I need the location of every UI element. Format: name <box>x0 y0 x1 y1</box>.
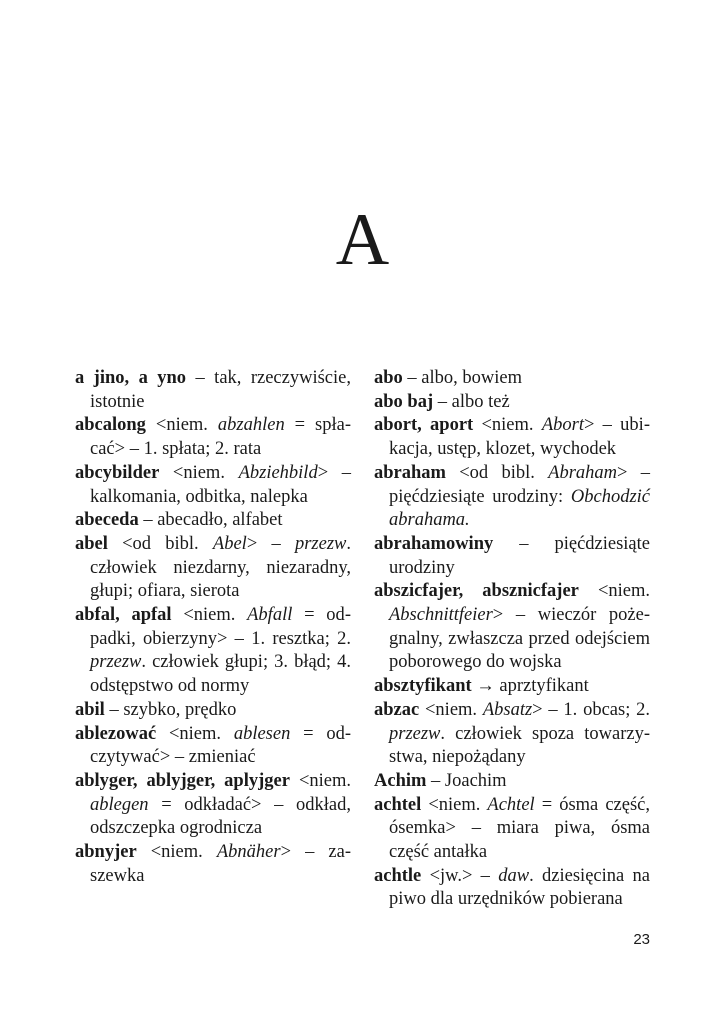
entry-text: <niem. <box>156 723 234 744</box>
dictionary-entry <box>75 770 351 841</box>
dictionary-entry <box>374 414 650 461</box>
dictionary-entry <box>374 367 650 391</box>
page-number: 23 <box>633 931 650 948</box>
entry-text: > – kalkomania, odbitka, nalepka <box>90 462 351 507</box>
dictionary-entry <box>374 462 650 533</box>
headword: abrahamowiny <box>374 533 494 554</box>
headword: abraham <box>374 462 446 483</box>
entry-text: <niem. <box>578 581 650 602</box>
headword: abo <box>374 368 403 388</box>
entry-text: – albo też <box>433 391 510 412</box>
headword: abfal, apfal <box>75 605 172 626</box>
entry-text: > – ubikacja, ustęp, klozet, wychodek <box>389 415 650 460</box>
italic-term: Abraham <box>548 462 618 483</box>
dictionary-entry <box>75 699 351 723</box>
entry-text: > – 1. obcas; 2. <box>532 699 650 720</box>
headword: ablyger, ablyjger, aplyjger <box>75 770 290 791</box>
headword: abszicfajer, absznicfajer <box>374 581 579 602</box>
dictionary-entry <box>374 391 650 415</box>
right-column <box>374 367 650 912</box>
headword: abeceda <box>75 510 139 531</box>
entry-text: = spłacać> – 1. spłata; 2. rata <box>90 415 351 460</box>
entry-text: <niem. <box>421 794 488 815</box>
entry-text: – pięćdziesiąte urodziny <box>389 533 650 578</box>
dictionary-entry <box>374 533 650 580</box>
entry-text: <niem. <box>145 415 218 436</box>
entry-text: . człowiek niezdarny, niezaradny, głupi; ofiara, sierota <box>90 533 351 602</box>
dictionary-entry <box>374 675 650 699</box>
left-column <box>75 367 351 888</box>
headword: a jino, a yno <box>75 368 187 388</box>
entry-text: <jw.> – <box>421 865 499 886</box>
dictionary-entry <box>374 865 650 912</box>
italic-term: Abschnittfeier <box>389 605 493 626</box>
headword: abcalong <box>75 415 146 436</box>
italic-term: przezw <box>90 652 142 673</box>
entry-text: <od bibl. <box>445 462 549 483</box>
entry-text: – tak, rzeczywiście, istotnie <box>90 368 351 412</box>
entry-text: – albo, bowiem <box>402 368 522 388</box>
dictionary-entry <box>75 414 351 461</box>
italic-term: Absatz <box>482 699 533 720</box>
dictionary-entry <box>75 723 351 770</box>
headword: abil <box>75 699 105 720</box>
entry-text: = odkładać> – odkład, odszczepka ogrodnicza <box>90 794 351 839</box>
entry-text: > – <box>246 533 295 554</box>
dictionary-entry <box>75 841 351 888</box>
italic-term: Abort <box>541 415 584 436</box>
headword: abnyjer <box>75 842 137 863</box>
entry-text: > – zaszewka <box>90 842 351 886</box>
italic-term: Abel <box>212 533 247 554</box>
italic-term: Abfall <box>247 605 293 626</box>
italic-term: Abziehbild <box>238 462 318 483</box>
entry-text: <niem. <box>136 842 217 863</box>
entry-text: = ósma część, ósemka> – miara piwa, ósma część antałka <box>389 794 650 863</box>
headword: abo baj <box>374 391 434 412</box>
headword: abel <box>75 533 108 554</box>
italic-term: ablegen <box>90 794 149 815</box>
italic-term: przezw <box>389 723 441 744</box>
headword: achtle <box>374 865 422 886</box>
dictionary-entry <box>374 699 650 770</box>
entry-text: <niem. <box>473 415 542 436</box>
italic-term: Achtel <box>487 794 535 815</box>
headword: achtel <box>374 794 422 815</box>
entry-text: <niem. <box>419 699 483 720</box>
italic-term: abzahlen <box>217 415 285 436</box>
entry-text: <niem. <box>289 770 351 791</box>
entry-text: <od bibl. <box>107 533 213 554</box>
dictionary-entry <box>75 367 351 414</box>
headword: abort, aport <box>374 415 474 436</box>
dictionary-entry <box>374 770 650 794</box>
dictionary-entry <box>75 509 351 533</box>
italic-term: daw <box>498 865 530 886</box>
headword: abcybilder <box>75 462 160 483</box>
headword: Achim <box>374 770 427 791</box>
entry-text: <niem. <box>171 605 248 626</box>
italic-term: Obchodzić abrahama. <box>389 486 650 531</box>
headword: ablezować <box>75 723 157 744</box>
entry-text: <niem. <box>159 462 239 483</box>
entry-text: – Joachim <box>426 770 507 791</box>
italic-term: ablesen <box>233 723 291 744</box>
headword: absztyfikant <box>374 676 472 697</box>
dictionary-entry <box>374 794 650 865</box>
dictionary-entry <box>75 533 351 604</box>
headword: abzac <box>374 699 420 720</box>
entry-text: . człowiek głupi; 3. błąd; 4. odstępstwo od normy <box>90 652 351 697</box>
entry-text: > – pięćdziesiąte urodziny: <box>389 462 650 507</box>
entry-text: – abecadło, alfabet <box>138 510 283 531</box>
dictionary-entry <box>75 604 351 699</box>
entry-text: . dziesięcina na piwo dla urzędników pobierana <box>389 865 651 910</box>
dictionary-entry <box>374 580 650 675</box>
italic-term: Abnäher <box>216 842 281 863</box>
entry-text: = odpadki, obierzyny> – 1. resztka; 2. <box>90 605 351 649</box>
entry-text: → aprztyfikant <box>471 676 589 697</box>
dictionary-entry <box>75 462 351 509</box>
italic-term: przezw <box>294 533 347 554</box>
entry-text: . człowiek spoza towarzystwa, niepożądany <box>389 723 650 768</box>
section-letter: A <box>335 199 390 281</box>
entry-text: – szybko, prędko <box>104 699 237 720</box>
entry-text: = odczytywać> – zmieniać <box>90 723 351 768</box>
entry-text: > – wieczór pożegnalny, zwłaszcza przed odejściem poborowego do wojska <box>389 605 650 673</box>
